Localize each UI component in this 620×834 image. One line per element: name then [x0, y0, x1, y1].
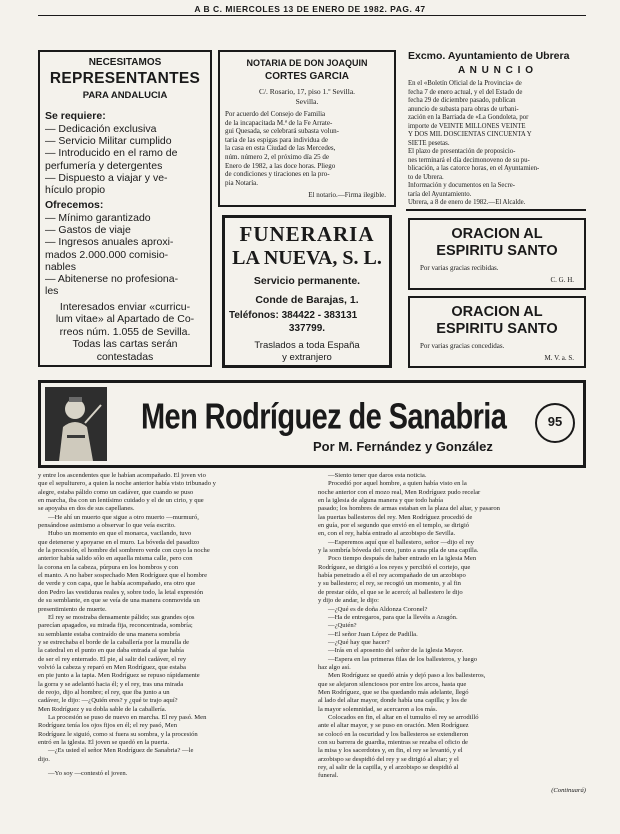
oracion-2-title-1: ORACION AL: [451, 304, 543, 320]
funeraria-telefonos: [229, 310, 357, 321]
story-line: en la iglesia de alguna manera y que todo había: [318, 497, 444, 505]
story-line: en guía, por el segundo que envió en el templo, se dirigió: [318, 522, 470, 530]
ubrera-body-line: blicación, a las catorce horas, en el Ayuntamien-: [408, 165, 540, 172]
story-line: la misa y los sacerdotes y, en fin, el rey se levantó, y el: [318, 747, 463, 755]
story-line: alegre, estaba pálido como un cadáver, que cuando se puso: [38, 488, 194, 496]
notaria-body-line: de condiciones y tiraciones en la pro-: [225, 170, 330, 179]
story-line: volvió la cabeza y reparó en Men Rodríguez, que estaba: [38, 663, 186, 671]
story-line: la gorra y se adelantó hacia él; y el rey, tras una mirada: [38, 680, 184, 688]
story-line: de verde y con capa, que le había acompañado, era otro que: [38, 580, 196, 588]
ubrera-body-line: Ubrera, a 8 de enero de 1982.—El Alcalde.: [408, 199, 526, 206]
notaria-body-line: de la incapacitada M.ª de la Fe Arrate-: [225, 118, 333, 127]
story-line: haz algo así.: [318, 663, 351, 671]
story-line: —He ahí un muerto que sigue a otro muerto —murmuró,: [48, 513, 199, 521]
serial-byline: Por M. Fernández y González: [313, 439, 493, 454]
story-line: y entre los ascendentes que le habían acompañado. El joven vio: [38, 472, 206, 479]
story-line: que el sepulturero, a quien la noche anterior había visto tribunado y: [38, 480, 216, 488]
funeraria-address: Conde de Barajas, 1.: [255, 294, 359, 306]
oracion-2-thanks: Por varias gracias concedidas.: [420, 342, 505, 350]
story-line: en marcha, iba con un lentísimo cuidado y el de un cirio, y que: [38, 497, 204, 505]
story-line: cadáver, le dijo: —¿Quién eres? y ¿qué te trajo aquí?: [38, 697, 178, 705]
header-rule: [38, 15, 586, 16]
ubrera-body-line: fecha 7 de enero actual, y el del Estado de: [408, 88, 523, 96]
story-line: con su barrera de guardia, mientras se rezaba el oficio de: [318, 739, 468, 746]
story-line: —Ha de entregaros, para que la llevéis a Aragón.: [328, 613, 458, 621]
story-line: de su semblante, en que se veía de una manera conmovida un: [38, 597, 200, 605]
serial-banner: [38, 380, 586, 468]
story-line: presentimiento de muerte.: [38, 605, 107, 613]
story-line: —Yo soy —contestó el joven.: [48, 770, 128, 778]
ubrera-body-line: fecha 29 de diciembre pasado, publican: [408, 97, 516, 104]
ubrera-body-line: Y DOS MIL DOSCIENTAS CINCUENTA Y: [408, 131, 532, 138]
story-line: Poco tiempo después de haber entrado en la iglesia Men: [328, 555, 477, 563]
story-line: —Irás en el aposento del señor de la iglesia Mayor.: [328, 647, 464, 655]
story-line: —¿Quién?: [328, 622, 357, 630]
necesitamos-label: NECESITAMOS: [88, 57, 162, 68]
story-line: y dijo de andar, le dijo:: [318, 597, 379, 605]
notaria-body-line: Por acuerdo del Consejo de Familia: [225, 110, 326, 118]
ubrera-ad: [406, 48, 586, 211]
ubrera-body-line: importe de VEINTE MILLONES VEINTE: [408, 122, 526, 130]
story-line: rey, al salir de la capilla, y el arzobispo se despidió al: [318, 764, 459, 772]
ubrera-anuncio: A N U N C I O: [458, 65, 534, 76]
story-line: de prestar oído, el que se le acercó; al ballestero le dijo: [318, 588, 463, 596]
notaria-address-1: C/. Rosario, 17, piso 1.º Sevilla.: [258, 87, 356, 96]
ubrera-body-line: to de Ubrera.: [408, 173, 444, 181]
story-line: dijo.: [38, 755, 50, 763]
notaria-address-2: Sevilla.: [295, 97, 319, 106]
continuara-label: (Continuará): [551, 786, 586, 794]
offer-item: nables: [45, 260, 76, 273]
requirement-item: — Dispuesto a viajar y ve-: [45, 171, 168, 184]
notaria-body-line: pia Notaría.: [225, 178, 259, 187]
requirement-item: perfumería y detergentes: [45, 159, 163, 172]
story-line: se apoyaba en dos de sus capellanes.: [38, 505, 135, 513]
telefonos-label: Teléfonos:: [229, 310, 279, 321]
funeraria-servicio: Servicio permanente.: [253, 275, 361, 287]
story-line: —¿Es usted el señor Men Rodríguez de Sanabria? —le: [48, 747, 194, 755]
story-line: —Esperemos aquí que el ballestero, señor —dijo el rey: [328, 538, 474, 546]
notaria-title-2: CORTES GARCIA: [265, 71, 349, 82]
offers-list: [45, 212, 207, 297]
contact-line: contestadas: [96, 350, 154, 363]
ofrecemos-label: Ofrecemos:: [45, 199, 104, 211]
funeraria-title-1: FUNERARIA: [239, 222, 375, 246]
ubrera-body-line: zación en la Barriada de «La Gondoleta, por: [408, 114, 529, 121]
offer-item: mados 2.000.000 comisio-: [45, 248, 169, 261]
story-line: su semblante estaba contraído de una manera sombría: [38, 630, 180, 638]
story-line: las puertas ballesteros del rey. Men Rodríguez procedió de: [318, 513, 473, 521]
story-line: había penetrado a él el rey acompañado de un arzobispo: [318, 572, 466, 580]
story-line: anterior había salido sólo en aquella misma calle, pero con: [38, 555, 193, 563]
story-line: Rodríguez le siguió, como si fuera su sombra, y la procesión: [38, 730, 198, 738]
chapter-badge: [535, 403, 575, 443]
notaria-ad: [218, 50, 396, 207]
story-line: parecían apagados, su mirada fija, reconcentrada, sombría;: [38, 622, 193, 630]
story-line: entró en la iglesia. El joven se quedó en la puerta.: [38, 739, 170, 746]
ubrera-body-line: nes terminará el día decimonoveno de su pu-: [408, 156, 530, 164]
offer-item: — Gastos de viaje: [45, 224, 131, 237]
representantes-subtitle: PARA ANDALUCIA: [82, 90, 168, 101]
oracion-ad-1: [408, 218, 586, 290]
story-line: Men Rodríguez, que se iba quedando más adelante, llegó: [318, 688, 469, 696]
story-line: Procedió por aquel hombre, a quien había visto en la: [328, 480, 467, 488]
story-line: al lado del altar mayor, donde había una capilla; y los de: [318, 697, 467, 705]
requirement-item: hículo propio: [45, 184, 106, 197]
notaria-body-line: Enero de 1982, a las doce horas. Pliego: [225, 161, 336, 170]
story-line: Men Rodríguez se quedó atrás y dejó paso a los ballesteros,: [328, 672, 486, 680]
story-line: El rey se mostraba densamente pálido; sus grandes ojos: [48, 613, 195, 621]
story-line: Colocados en fin, el altar en el tumulto el rey se arrodilló: [328, 713, 479, 721]
story-line: don Pedro las vestiduras reales y, sobre todo, la letal expresión: [38, 588, 204, 596]
story-line: funeral.: [318, 772, 339, 780]
story-line: Men Rodríguez y su dobla sable de la caballería.: [38, 705, 167, 713]
knight-icon: [45, 387, 107, 461]
funeraria-traslados-2: y extranjero: [282, 352, 332, 363]
knight-illustration: [45, 387, 107, 461]
story-line: la corona en la cabeza, púrpura en los hombros y con: [38, 563, 179, 571]
contact-line: Interesados enviar «curricu-: [59, 301, 191, 313]
story-line: —¿Qué hay que hacer?: [328, 638, 390, 646]
oracion-2-initials: M. V. a. S.: [544, 354, 574, 362]
notaria-body-line: taria de las espigas para individua de: [225, 135, 329, 144]
story-line: —¿Qué es de doña Aldonza Coronel?: [328, 605, 428, 613]
chapter-number: 95: [547, 414, 563, 429]
representantes-title: REPRESENTANTES: [49, 70, 201, 87]
story-line: y se estrechaba el borde de la caballería por la muralla de: [38, 638, 190, 646]
offer-item: les: [45, 285, 59, 298]
notaria-body: [225, 110, 391, 187]
offer-item: — Abitenerse no profesiona-: [45, 273, 179, 286]
ubrera-body-line: SIETE pesetas.: [408, 139, 450, 147]
oracion-1-initials: C. G. H.: [550, 276, 574, 284]
story-line: —Siento tener que daros esta noticia.: [328, 472, 427, 479]
story-line: la catedral en el punto en que daba entrada al que había: [38, 647, 184, 655]
story-line: en pie junto a la tapia. Men Rodríguez se repuso rápidamente: [38, 672, 200, 680]
ubrera-title: Excmo. Ayuntamiento de Ubrera: [408, 50, 570, 62]
story-column-right: [318, 472, 586, 812]
story-line: de ser el rey enterrado. El pie, al salir del cadáver, el rey: [38, 655, 187, 663]
story-line: Hubo un momento en que el monarca, vacilando, tuvo: [48, 530, 192, 538]
serial-title: Men Rodríguez de Sanabria: [141, 397, 507, 437]
notaria-body-line: núm. número 2, el próximo día 25 de: [225, 152, 330, 161]
story-line: pensándose asimismo a observar lo que veía escrito.: [38, 522, 176, 530]
ubrera-body-line: El plazo de presentación de proposicio-: [408, 148, 516, 155]
ubrera-body: [408, 80, 584, 208]
requirement-item: — Dedicación exclusiva: [45, 123, 157, 135]
oracion-1-thanks: Por varias gracias recibidas.: [420, 264, 499, 272]
representantes-ad: [38, 50, 212, 367]
offer-item: — Mínimo garantizado: [45, 212, 151, 224]
contact-block: [42, 301, 208, 363]
contact-line: lum vitae» al Apartado de Co-: [55, 313, 195, 326]
story-line: se colocó en la oscuridad y los ballesteros se extendieron: [318, 730, 469, 738]
story-line: y su ballestero; el rey, se recogió un momento, y al fin: [318, 580, 461, 588]
ubrera-body-line: En el «Boletín Oficial de la Provincia» de: [408, 80, 522, 87]
funeraria-traslados-1: Traslados a toda España: [254, 340, 360, 351]
notaria-body-line: la casa en esta Ciudad de las Mercedes,: [225, 144, 336, 153]
funeraria-ad: [222, 215, 392, 368]
story-line: de reojo, dijo al hombre; el rey, que iba junto a un: [38, 688, 170, 696]
story-line: que detenerse y apoyarse en el muro. La bóveda del pasadizo: [38, 538, 200, 546]
story-line: Rodríguez tenía los ojos fijos en él; el rey pasó, Men: [38, 722, 177, 730]
story-line: Rodríguez, se dirigió a los reyes y percibió el cortejo, que: [318, 563, 471, 571]
notaria-body-line: gui Quesada, se celebrará subasta volun-: [225, 127, 339, 136]
story-line: y la sombría bóveda del coro, junto a una pila de una capilla.: [318, 547, 479, 555]
requirement-item: — Servicio Militar cumplido: [45, 135, 172, 148]
funeraria-title-2: LA NUEVA, S. L.: [232, 247, 382, 269]
story-line: en, con el rey, había entrado al arzobispo de Sevilla.: [318, 530, 456, 538]
telefonos-numbers-2: 337799.: [288, 323, 326, 334]
ubrera-body-line: anuncio de subasta para obras de urbani-: [408, 105, 519, 113]
ubrera-body-line: Información y documentos en la Secre-: [408, 182, 516, 189]
notaria-title-1: NOTARIA DE DON JOAQUIN: [246, 58, 368, 68]
story-line: que se alejaron silenciosos por entre los arcos, hasta que: [318, 680, 467, 688]
story-line: —Espera en las primeras filas de los ballesteros, y luego: [328, 655, 478, 663]
story-line: el manto. A no haber sospechado Men Rodríguez que el hombre: [38, 572, 208, 580]
requirement-item: — Introducido en el ramo de: [45, 147, 178, 160]
oracion-ad-2: [408, 296, 586, 368]
oracion-2-title-2: ESPIRITU SANTO: [436, 321, 558, 337]
requirements-list: [45, 123, 207, 196]
oracion-1-title-2: ESPIRITU SANTO: [436, 243, 558, 259]
story-line: arzobispo se despidió del rey y se dirigió al altar; y el: [318, 755, 459, 763]
page-header: A B C. MIERCOLES 13 DE ENERO DE 1982. PAG. 47: [194, 4, 426, 14]
story-line: ante el altar mayor, y se puso en oración. Men Rodríguez: [318, 722, 469, 730]
ubrera-rule: [406, 209, 586, 211]
se-requiere-label: Se requiere:: [45, 110, 106, 122]
story-line: noche anterior con el mozo real, Men Rodríguez pudo recelar: [318, 488, 481, 496]
ubrera-body-line: taría del Ayuntamiento.: [408, 190, 472, 198]
story-line: La procesión se puso de nuevo en marcha. El rey pasó. Men: [48, 713, 207, 721]
story-line: de la procesión, el hombre del sombrero verde con cuyo la noche: [38, 547, 210, 555]
contact-line: rreos núm. 1.055 de Sevilla.: [59, 325, 191, 338]
oracion-1-title-1: ORACION AL: [451, 226, 543, 242]
offer-item: — Ingresos anuales aproxi-: [45, 236, 174, 249]
story-line: —El señor Juan López de Padilla.: [328, 630, 418, 638]
notaria-signature: El notario.—Firma ilegible.: [308, 191, 386, 199]
story-line: la mayor solemnidad, se acercaron a los más.: [318, 705, 438, 713]
contact-line: Todas las cartas serán: [72, 338, 178, 351]
telefonos-numbers-1: 384422 - 383131: [281, 310, 358, 321]
story-column-left: [38, 472, 306, 812]
story-line: pasado; los hombres de armas estaban en la plaza del altar, y pasaron: [318, 505, 500, 513]
